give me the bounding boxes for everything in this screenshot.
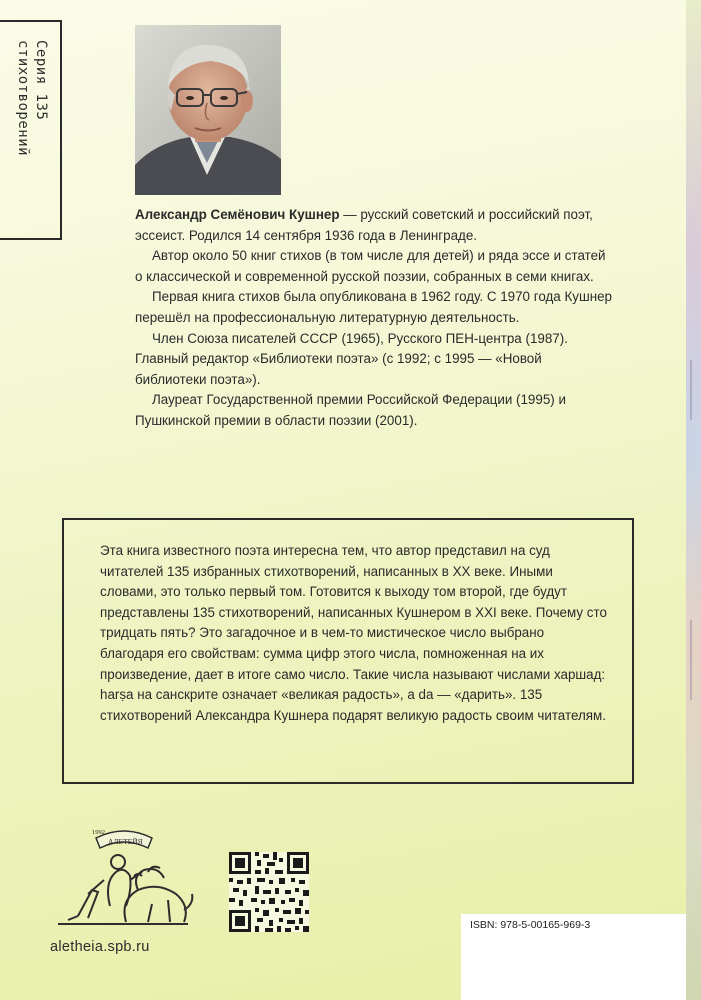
author-bio — [135, 205, 615, 432]
spine-mark — [690, 620, 692, 700]
bio-paragraph: Член Союза писателей СССР (1965), Русского ПЕН-центра (1987). Главный редактор «Библиотеки поэта» (с 1992; с 1995 — «Новой библиотеки поэта»). — [135, 330, 568, 387]
bio-paragraph: Первая книга стихов была опубликована в 1962 году. С 1970 года Кушнер перешёл на профессиональную литературную деятельность. — [135, 289, 612, 325]
publisher-url[interactable]: aletheia.spb.ru — [50, 939, 150, 955]
series-line-1: Серия 135 — [33, 40, 49, 121]
logo-label: АЛЕТЕЙЯ — [108, 837, 143, 846]
publisher-logo — [48, 820, 198, 932]
bio-intro: — русский советский и российский поэт, эссеист. Родился 14 сентября 1936 года в Ленинграде. — [135, 207, 593, 243]
bio-paragraph — [135, 205, 615, 246]
spine-mark — [690, 360, 692, 420]
book-blurb — [100, 541, 610, 726]
isbn: ISBN: 978-5-00165-969-3 — [470, 919, 591, 931]
author-name: Александр Семёнович Кушнер — [135, 207, 340, 222]
bio-paragraph: Лауреат Государственной премии Российской Федерации (1995) и Пушкинской премии в области поэзии (2001). — [135, 392, 566, 428]
author-photo — [135, 25, 281, 195]
bio-paragraph: Автор около 50 книг стихов (в том числе для детей) и ряда эссе и статей о классической и современной русской поэзии, собранных в семи книгах. — [135, 248, 606, 284]
series-line-2: стихотворений — [15, 40, 31, 157]
qr-code — [229, 852, 309, 932]
logo-year: 1992 — [92, 829, 105, 836]
book-spine-edge — [686, 0, 701, 1000]
blurb-paragraph: Эта книга известного поэта интересна тем, что автор представил на суд читателей 135 избранных стихотворений, написанных в XX веке. Иными словами, это только первый том. Готовится к выходу том второй, где будут представлены 135 стихотворений, написанных Кушнером в XXI веке. Почему сто тридцать пять? Это загадочное и в чем-то мистическое число выбрано благодаря его свойствам: сумма цифр этого числа, помноженная на их произведение, дает в итоге само число. Такие числа называют числами харшад: harṣa на санскрите означает «великая радость», а da — «дарить». 135 стихотворений Александра Кушнера подарят великую радость своим читателям. — [100, 543, 607, 723]
series-label — [14, 40, 50, 156]
